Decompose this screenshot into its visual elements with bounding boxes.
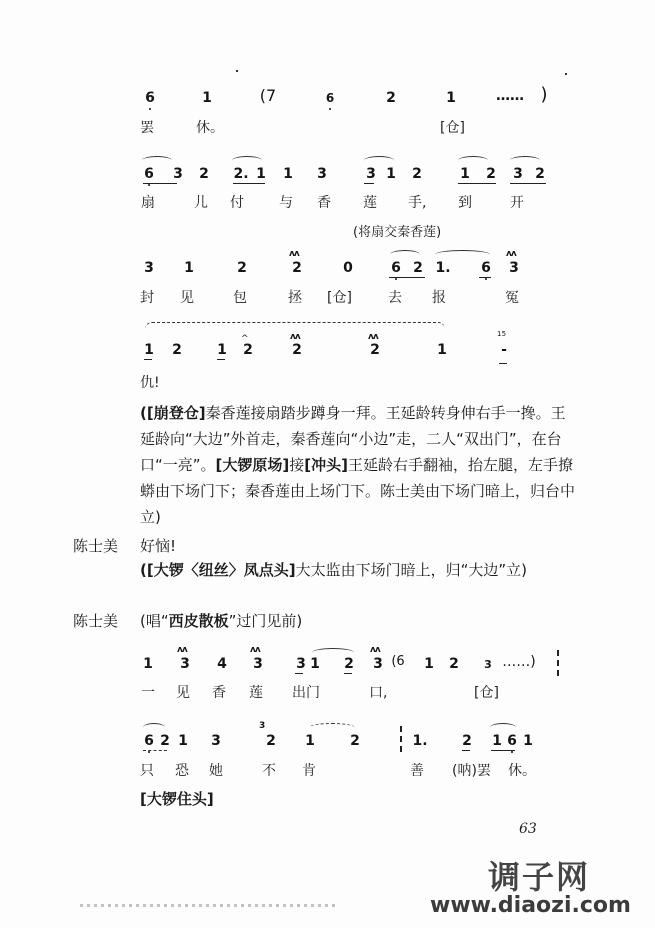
scan-speck bbox=[565, 73, 567, 75]
note: 3 bbox=[180, 656, 190, 672]
note: 3 bbox=[366, 166, 376, 182]
lyric: 休。 bbox=[196, 120, 224, 136]
lyric: 出门 bbox=[292, 685, 320, 701]
note: 6 bbox=[142, 90, 158, 106]
grace-note: 3 bbox=[259, 721, 265, 731]
note: 1 bbox=[492, 733, 502, 749]
lyric: 一 bbox=[141, 685, 155, 701]
underline bbox=[458, 183, 496, 184]
note: 1 bbox=[144, 342, 154, 358]
lyric: 恐 bbox=[175, 763, 189, 779]
note: 4 bbox=[217, 656, 227, 672]
slur bbox=[390, 250, 420, 259]
underline bbox=[510, 183, 546, 184]
gong-mark: [仓] bbox=[440, 120, 465, 136]
underline bbox=[233, 183, 265, 184]
lyric: 到 bbox=[458, 195, 472, 211]
note: 2 bbox=[449, 656, 459, 672]
lyric: 不 bbox=[262, 763, 276, 779]
lyric: 付 bbox=[230, 195, 244, 211]
note: 3 bbox=[253, 656, 263, 672]
note: 1 bbox=[178, 733, 188, 749]
gong-mark: [仓] bbox=[474, 685, 499, 701]
dots: ……) bbox=[502, 654, 536, 670]
speaker-name: 陈士美 bbox=[73, 537, 119, 555]
note: 1 bbox=[523, 733, 533, 749]
speaker-name: 陈士美 bbox=[73, 612, 119, 630]
note: 2 bbox=[413, 260, 423, 276]
direction-text: 大太监由下场门暗上，归“大边”立) bbox=[295, 561, 527, 579]
note: (6 bbox=[391, 654, 405, 669]
underline bbox=[491, 750, 515, 751]
lyric: 包 bbox=[233, 290, 247, 306]
underline bbox=[462, 750, 470, 751]
lyric: 去 bbox=[388, 290, 402, 306]
note: 2 bbox=[199, 166, 209, 182]
note: 2 bbox=[292, 260, 302, 276]
lyric: 只 bbox=[140, 763, 154, 779]
note: 1 bbox=[256, 166, 266, 182]
dashed-barline bbox=[557, 650, 559, 676]
note: 2 bbox=[462, 733, 472, 749]
underline bbox=[143, 750, 167, 752]
note: 1 bbox=[283, 166, 293, 182]
note: 3 bbox=[373, 656, 383, 672]
note: 1 bbox=[305, 733, 315, 749]
gong-mark: [仓] bbox=[327, 290, 352, 306]
underline bbox=[479, 277, 491, 278]
lyric: 见 bbox=[176, 685, 190, 701]
percussion-cue: ([崩登仓] bbox=[140, 404, 206, 422]
direction-text: ”过门见前) bbox=[228, 612, 303, 630]
slur bbox=[232, 156, 262, 165]
note: 2 bbox=[344, 656, 354, 672]
lyric: 报 bbox=[432, 290, 446, 306]
note: 1 bbox=[143, 656, 153, 672]
note: (7 bbox=[259, 86, 277, 105]
underline bbox=[389, 277, 425, 278]
note: 2 bbox=[243, 342, 253, 358]
stage-direction-block bbox=[140, 557, 580, 583]
note: 6 bbox=[141, 166, 157, 182]
note: 2 bbox=[160, 733, 170, 749]
note: 1 bbox=[310, 656, 320, 672]
slur bbox=[142, 156, 172, 165]
underline bbox=[217, 359, 225, 360]
lyric: 休。 bbox=[508, 763, 536, 779]
underline bbox=[499, 363, 507, 364]
lyric: 儿 bbox=[194, 195, 208, 211]
direction-text: 王延龄右手翻袖，抬左腿，左手撩蟒由下场门下；秦香莲由上场门下。陈士美由下场门暗上，归台中立) bbox=[140, 456, 576, 526]
lyric: 手, bbox=[408, 195, 427, 211]
note: 3 bbox=[173, 166, 183, 182]
note: 3 bbox=[211, 733, 221, 749]
trill-mark: ʌʌ bbox=[506, 249, 516, 259]
lyric: 善 bbox=[410, 763, 424, 779]
trill-mark: ʌʌ bbox=[250, 645, 260, 655]
tempo-mark: 1 5 bbox=[497, 330, 506, 338]
note: 6 bbox=[388, 260, 404, 276]
note: 3 bbox=[317, 166, 327, 182]
percussion-cue: [大锣住头] bbox=[140, 790, 214, 808]
lyric: 香 bbox=[317, 195, 331, 211]
lyric: (呐)罢 bbox=[452, 763, 491, 779]
slur bbox=[435, 250, 490, 259]
underline bbox=[143, 183, 177, 184]
direction-text: (唱“ bbox=[140, 612, 169, 630]
note: ) bbox=[540, 84, 548, 105]
note: 3 bbox=[513, 166, 523, 182]
note: 6 bbox=[141, 733, 157, 749]
trill-mark: ʌʌ bbox=[290, 332, 300, 342]
trill-mark: ʌʌ bbox=[177, 645, 187, 655]
note: 2 bbox=[172, 342, 182, 358]
note: 0 bbox=[343, 260, 353, 276]
note: 2 bbox=[412, 166, 422, 182]
note: 1. bbox=[412, 733, 428, 749]
note: 2 bbox=[386, 90, 396, 106]
underline bbox=[364, 183, 374, 184]
watermark-url[interactable]: www.diaozi.com bbox=[430, 893, 631, 918]
lyric: 拯 bbox=[288, 290, 302, 306]
stage-direction-block bbox=[140, 608, 580, 634]
note: 2 bbox=[486, 166, 496, 182]
slur bbox=[490, 723, 516, 732]
scan-speck bbox=[236, 70, 238, 72]
note: 1. bbox=[435, 260, 451, 276]
trill-mark: ʌʌ bbox=[370, 645, 380, 655]
note: 2. bbox=[233, 166, 249, 182]
lyric: 肯 bbox=[302, 763, 316, 779]
note: 3 bbox=[509, 260, 519, 276]
slur bbox=[143, 723, 165, 732]
note: 1 bbox=[202, 90, 212, 106]
note: 2 bbox=[237, 260, 247, 276]
note: 1 bbox=[460, 166, 470, 182]
note: 6 bbox=[322, 90, 338, 106]
note: 2 bbox=[266, 733, 276, 749]
slur bbox=[510, 156, 540, 165]
lyric: 开 bbox=[510, 195, 524, 211]
page-number: 63 bbox=[519, 821, 537, 837]
note: 2 bbox=[370, 342, 380, 358]
lyric: 冤 bbox=[505, 290, 519, 306]
note: 6 bbox=[504, 733, 520, 749]
underline bbox=[344, 673, 352, 674]
stage-direction-block bbox=[140, 400, 580, 530]
underline bbox=[144, 359, 152, 360]
long-slur bbox=[145, 322, 445, 329]
note: 6 bbox=[478, 260, 494, 276]
underline bbox=[295, 673, 303, 674]
grace-mark: ^ bbox=[241, 334, 248, 344]
percussion-cue: [冲头] bbox=[304, 456, 348, 474]
dashed-barline bbox=[400, 726, 402, 752]
lyric: 仇! bbox=[140, 375, 160, 391]
note: 2 bbox=[350, 733, 360, 749]
lyric: 扇 bbox=[141, 195, 155, 211]
lyric: 莲 bbox=[363, 195, 377, 211]
hold-dash: - bbox=[501, 342, 507, 358]
lyric: 香 bbox=[212, 685, 226, 701]
lyric: 口, bbox=[369, 685, 388, 701]
note: 2 bbox=[535, 166, 545, 182]
slur bbox=[364, 156, 394, 165]
lyric: 与 bbox=[279, 195, 293, 211]
trill-mark: ʌʌ bbox=[289, 249, 299, 259]
note: 2 bbox=[292, 342, 302, 358]
stage-direction: (将扇交秦香莲) bbox=[353, 225, 442, 240]
percussion-cue: ([大锣〈纽丝〉凤点头] bbox=[140, 561, 296, 579]
trill-mark: ʌʌ bbox=[368, 332, 378, 342]
percussion-cue: [大锣原场] bbox=[215, 456, 290, 474]
note: 1 bbox=[217, 342, 227, 358]
watermark-title: 调子网 bbox=[488, 858, 591, 896]
slur bbox=[309, 723, 355, 732]
lyric: 她 bbox=[209, 763, 223, 779]
lyric: 见 bbox=[180, 290, 194, 306]
lyric: 罢 bbox=[140, 120, 154, 136]
note: 3 bbox=[484, 658, 492, 671]
note: 1 bbox=[386, 166, 396, 182]
dots: …… bbox=[496, 88, 524, 104]
lyric: 莲 bbox=[249, 685, 263, 701]
note: 1 bbox=[424, 656, 434, 672]
spoken-line: 好恼! bbox=[140, 537, 177, 555]
slur bbox=[458, 156, 488, 165]
aria-type: 西皮散板 bbox=[168, 612, 229, 630]
note: 1 bbox=[184, 260, 194, 276]
note: 3 bbox=[144, 260, 154, 276]
scan-artifact bbox=[80, 904, 335, 907]
note: 1 bbox=[446, 90, 456, 106]
direction-text: 秦香莲接扇踏步蹲身一拜。王延龄转身伸右手一搀。王延龄向“大边”外首走，秦香莲向“小边”走，二人“双出门”，在台口“一亮”。 bbox=[140, 404, 566, 474]
lyric: 封 bbox=[140, 290, 154, 306]
direction-text: 接 bbox=[289, 456, 305, 474]
note: 3 bbox=[296, 656, 306, 672]
note: 1 bbox=[437, 342, 447, 358]
